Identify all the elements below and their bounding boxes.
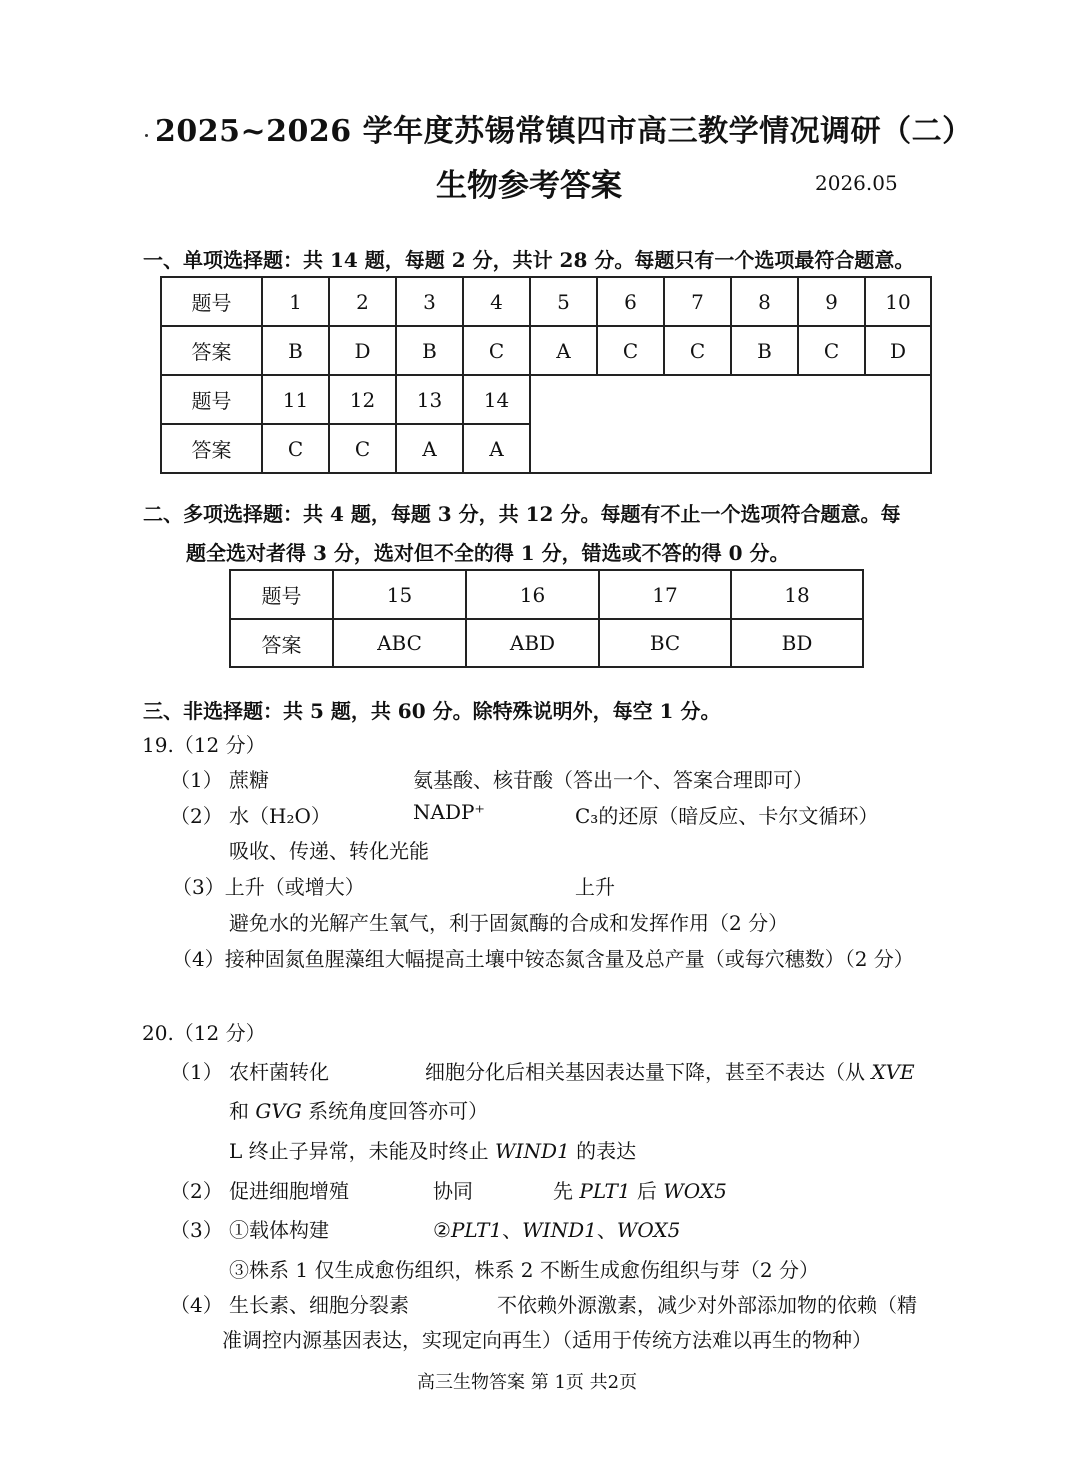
table-cell: 1: [262, 277, 329, 326]
q19-part2-answer-a: 水（H₂O）: [229, 804, 331, 828]
gene-name: WOX5: [616, 1218, 681, 1242]
table-cell: 16: [466, 570, 599, 619]
page-subtitle: 生物参考答案: [436, 168, 622, 204]
q19-part2-answer-d: 吸收、传递、转化光能: [229, 839, 429, 863]
label-question-number: 题号: [230, 570, 333, 619]
q20-part3-number: （3）: [170, 1218, 223, 1242]
table-cell: 17: [599, 570, 731, 619]
section1-heading: 一、单项选择题：共 14 题，每题 2 分，共计 28 分。每题只有一个选项最符合题意。: [143, 248, 915, 272]
q20-part3-answer-a: ①载体构建: [229, 1218, 329, 1242]
gene-name: WOX5: [663, 1179, 727, 1203]
gene-name: PLT1: [450, 1218, 503, 1242]
gene-name: XVE: [871, 1060, 915, 1084]
text-span: ②: [433, 1218, 451, 1242]
q20-part1-answer-b: [425, 1056, 915, 1085]
q20-part2-number: （2）: [170, 1179, 223, 1203]
table-cell: BD: [731, 619, 863, 667]
table-cell: ABC: [333, 619, 466, 667]
label-answer: 答案: [161, 326, 262, 375]
table-cell: C: [262, 424, 329, 473]
table-cell: A: [463, 424, 530, 473]
table-cell: 10: [865, 277, 931, 326]
q20-part4-answer-c: 准调控内源基因表达，实现定向再生）（适用于传统方法难以再生的物种）: [222, 1328, 872, 1352]
table-cell: 12: [329, 375, 396, 424]
exam-date: 2026.05: [815, 171, 898, 195]
q19-part3-answer-a: （3）上升（或增大）: [172, 875, 365, 899]
table-cell: 14: [463, 375, 530, 424]
text-span: 、: [596, 1218, 617, 1242]
table-cell: B: [731, 326, 798, 375]
table-cell: 9: [798, 277, 865, 326]
q20-part2-answer-b: 协同: [433, 1179, 473, 1203]
table-cell: C: [664, 326, 731, 375]
gene-name: WIND1: [495, 1139, 570, 1163]
text-span: 细胞分化后相关基因表达量下降，甚至不表达（从: [425, 1060, 872, 1084]
table-cell: 7: [664, 277, 731, 326]
text-span: L 终止子异常，未能及时终止: [229, 1139, 495, 1163]
table-cell: BC: [599, 619, 731, 667]
table-cell: 11: [262, 375, 329, 424]
section2-heading-line1: 二、多项选择题：共 4 题，每题 3 分，共 12 分。每题有不止一个选项符合题意。每: [143, 502, 901, 526]
table-cell: ABD: [466, 619, 599, 667]
section2-heading-line2: 题全选对者得 3 分，选对但不全的得 1 分，错选或不答的得 0 分。: [186, 541, 790, 565]
scan-dot: [145, 134, 148, 137]
text-span: 后: [630, 1179, 664, 1203]
table-cell: D: [865, 326, 931, 375]
table-cell: 3: [396, 277, 463, 326]
single-choice-table: [160, 276, 932, 474]
q19-part2-answer-b: NADP⁺: [413, 800, 485, 824]
q20-title: 20.（12 分）: [142, 1021, 266, 1045]
multiple-choice-table: [229, 569, 864, 668]
page-footer: 高三生物答案 第 1页 共2页: [417, 1372, 638, 1393]
table-cell: D: [329, 326, 396, 375]
q19-part2-number: （2）: [170, 804, 223, 828]
table-cell: 15: [333, 570, 466, 619]
q20-part3-answer-b: [433, 1214, 680, 1243]
q20-part1-answer-c: [229, 1095, 488, 1124]
page-title: 2025~2026 学年度苏锡常镇四市高三教学情况调研（二）: [155, 114, 973, 149]
q19-part2-answer-c: C₃的还原（暗反应、卡尔文循环）: [575, 804, 879, 828]
q20-part2-answer-a: 促进细胞增殖: [229, 1179, 349, 1203]
text-span: 和: [229, 1099, 256, 1123]
q19-part1-answer-a: 蔗糖: [229, 768, 269, 792]
table-cell: 6: [597, 277, 664, 326]
table-cell: 4: [463, 277, 530, 326]
table-cell: B: [396, 326, 463, 375]
q20-part2-answer-c: [553, 1175, 727, 1204]
table-cell: 2: [329, 277, 396, 326]
q19-part1-number: （1）: [170, 768, 223, 792]
text-span: 系统角度回答亦可）: [301, 1099, 489, 1123]
table-cell: C: [329, 424, 396, 473]
q20-part3-answer-c: ③株系 1 仅生成愈伤组织，株系 2 不断生成愈伤组织与芽（2 分）: [229, 1258, 819, 1282]
q19-part3-answer-b: 上升: [575, 875, 615, 899]
section3-heading: 三、非选择题：共 5 题，共 60 分。除特殊说明外，每空 1 分。: [143, 699, 721, 723]
q19-part4-answer: （4）接种固氮鱼腥藻组大幅提高土壤中铵态氮含量及总产量（或每穴穗数）（2 分）: [172, 947, 914, 971]
text-span: 的表达: [569, 1139, 637, 1163]
q19-part3-answer-c: 避免水的光解产生氧气，利于固氮酶的合成和发挥作用（2 分）: [229, 911, 789, 935]
table-cell: C: [798, 326, 865, 375]
table-cell: 5: [530, 277, 597, 326]
table-cell: 18: [731, 570, 863, 619]
table-cell: 8: [731, 277, 798, 326]
gene-name: WIND1: [522, 1218, 597, 1242]
label-answer: 答案: [230, 619, 333, 667]
empty-cell: [530, 375, 931, 473]
gene-name: GVG: [255, 1099, 302, 1123]
q19-part1-answer-b: 氨基酸、核苷酸（答出一个、答案合理即可）: [413, 768, 813, 792]
table-cell: C: [463, 326, 530, 375]
text-span: 、: [502, 1218, 523, 1242]
q20-part4-number: （4）: [170, 1293, 223, 1317]
table-cell: C: [597, 326, 664, 375]
q20-part1-answer-d: [229, 1135, 636, 1164]
label-answer: 答案: [161, 424, 262, 473]
q20-part4-answer-b: 不依赖外源激素，减少对外部添加物的依赖（精: [497, 1293, 917, 1317]
table-cell: 13: [396, 375, 463, 424]
label-question-number: 题号: [161, 277, 262, 326]
q20-part1-number: （1）: [170, 1060, 223, 1084]
table-cell: A: [396, 424, 463, 473]
q20-part4-answer-a: 生长素、细胞分裂素: [229, 1293, 409, 1317]
q20-part1-answer-a: 农杆菌转化: [229, 1060, 329, 1084]
gene-name: PLT1: [579, 1179, 631, 1203]
table-cell: B: [262, 326, 329, 375]
table-cell: A: [530, 326, 597, 375]
q19-title: 19.（12 分）: [142, 733, 266, 757]
label-question-number: 题号: [161, 375, 262, 424]
text-span: 先: [553, 1179, 580, 1203]
